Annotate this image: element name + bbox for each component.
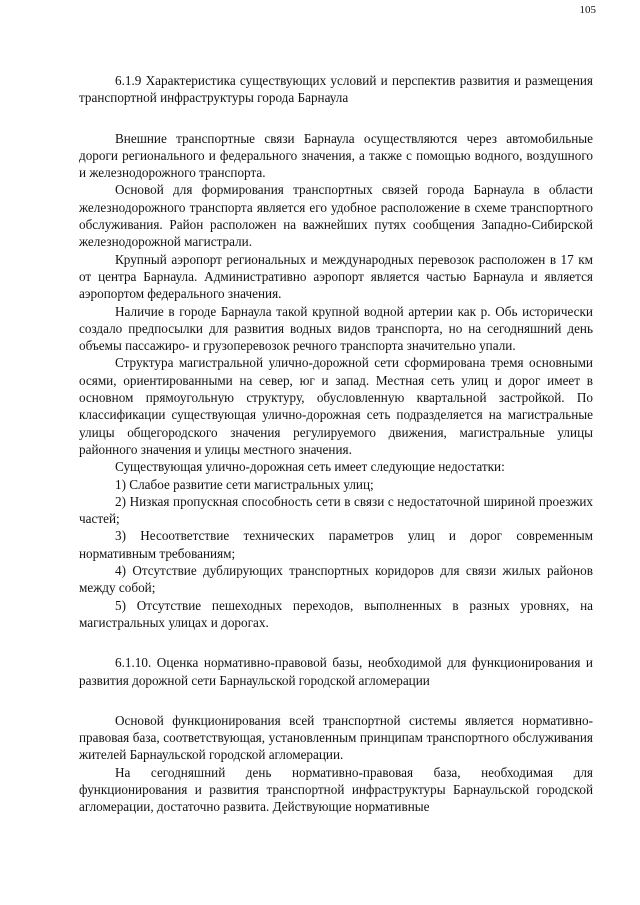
paragraph: Основой функционирования всей транспортной системы является нормативно-правовая база, соответствующая, установленным принципам транспортного обслуживания жителей Барнаульской городской агломерации. xyxy=(79,712,593,763)
paragraph: Существующая улично-дорожная сеть имеет следующие недостатки: xyxy=(115,459,505,475)
paragraph: Крупный аэропорт региональных и международных перевозок расположен в 17 км от центра Барнаула. Административно аэропорт является частью Барнаула и является аэропортом федерального значения. xyxy=(79,251,593,302)
section-heading-6-1-10: 6.1.10. Оценка нормативно-правовой базы, необходимой для функционирования и развития дорожной сети Барнаульской городской агломерации xyxy=(79,655,593,688)
paragraph: Внешние транспортные связи Барнаула осуществляются через автомобильные дороги регионального и федерального значения, а также с помощью водного, воздушного и железнодорожного транспорта. xyxy=(79,130,593,181)
list-item: 3) Несоответствие технических параметров улиц и дорог современным нормативным требованиям; xyxy=(79,528,593,561)
list-item: 5) Отсутствие пешеходных переходов, выполненных в разных уровнях, на магистральных улицах и дорогах. xyxy=(79,597,593,630)
paragraph: На сегодняшний день нормативно-правовая база, необходимая для функционирования и развития транспортной инфраструктуры Барнаульской городской агломерации, достаточно развита. Действующие нормативные xyxy=(79,764,593,815)
page-number: 105 xyxy=(579,4,596,16)
paragraph: Структура магистральной улично-дорожной сети сформирована тремя основными осями, ориентированными на север, юг и запад. Местная сеть улиц и дорог имеет в основном прямоугольную структуру, обусловленную квартальной застройкой. По классификации существующая улично-дорожная сеть подразделяется на магистральные улицы общегородского значения регулируемого движения, магистральные улицы районного значения и улицы местного значения. xyxy=(79,355,593,457)
list-item: 4) Отсутствие дублирующих транспортных коридоров для связи жилых районов между собой; xyxy=(79,563,593,596)
list-item: 2) Низкая пропускная способность сети в связи с недостаточной шириной проезжих частей; xyxy=(79,493,593,527)
paragraph: Наличие в городе Барнаула такой крупной водной артерии как р. Обь исторически создало предпосылки для развития водных видов транспорта, но на сегодняшний день объемы пассажиро- и грузоперевозок речного транспорта значительно упали. xyxy=(79,303,593,354)
document-body xyxy=(79,72,593,816)
paragraph: Основой для формирования транспортных связей города Барнаула в области железнодорожного транспорта является его удобное расположение в схеме транспортного обслуживания. Район расположен на важнейших путях сообщения Западно-Сибирской железнодорожной магистрали. xyxy=(79,182,593,250)
list-item: 1) Слабое развитие сети магистральных улиц; xyxy=(115,476,374,492)
section-heading-6-1-9: 6.1.9 Характеристика существующих условий и перспектив развития и размещения транспортной инфраструктуры города Барнаула xyxy=(79,73,593,106)
